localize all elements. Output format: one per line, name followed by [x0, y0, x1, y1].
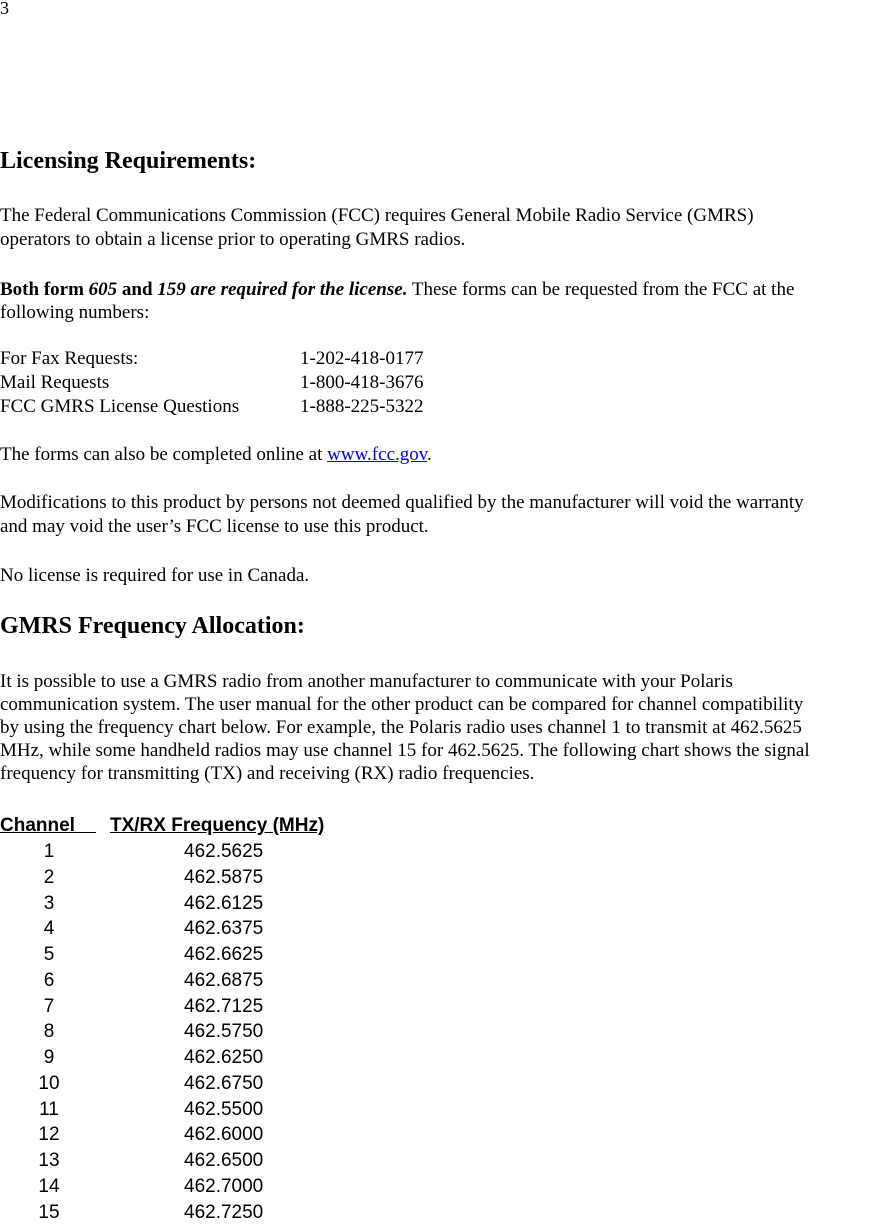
licensing-intro-line2: operators to obtain a license prior to operating GMRS radios. [0, 229, 466, 250]
channel-number: 9 [43, 1047, 55, 1068]
channel-frequency: 462.6250 [184, 1047, 264, 1068]
allocation-heading: GMRS Frequency Allocation: [0, 613, 305, 639]
contact-number: 1-888-225-5322 [300, 396, 424, 417]
forms-paragraph-line1 [0, 278, 794, 302]
channel-number: 2 [43, 866, 55, 888]
table-row [0, 892, 400, 918]
contact-label: For Fax Requests: [0, 348, 139, 369]
modifications-line2: and may void the user’s FCC license to use this product. [0, 516, 429, 537]
licensing-intro-line1: The Federal Communications Commission (FCC) requires General Mobile Radio Service (GMRS) [0, 205, 754, 226]
forms-bold-a: Both form [0, 279, 89, 300]
channel-frequency: 462.7250 [184, 1201, 264, 1223]
channel-frequency: 462.6000 [184, 1124, 264, 1146]
channel-frequency: 462.6875 [184, 969, 264, 991]
allocation-line: frequency for transmitting (TX) and receiving (RX) radio frequencies. [0, 763, 535, 784]
channel-number: 6 [43, 969, 55, 991]
online-paragraph [0, 443, 432, 467]
table-row [0, 1072, 400, 1098]
contact-label: Mail Requests [0, 372, 110, 393]
channel-number: 14 [38, 1175, 60, 1197]
column-header-channel: Channel [0, 815, 75, 836]
channel-frequency: 462.6750 [184, 1072, 264, 1094]
table-row [0, 1098, 400, 1124]
channel-frequency: 462.5875 [184, 866, 264, 888]
canada-note: No license is required for use in Canada. [0, 565, 310, 586]
table-row [0, 1046, 400, 1072]
channel-frequency: 462.6500 [184, 1150, 264, 1171]
channel-frequency: 462.5750 [184, 1021, 264, 1043]
online-suffix: . [427, 444, 432, 465]
contact-label: FCC GMRS License Questions [0, 396, 240, 417]
table-row [0, 1020, 400, 1046]
allocation-line: by using the frequency chart below. For example, the Polaris radio uses channel 1 to transmit at 462.5625 [0, 717, 802, 738]
channel-frequency: 462.7000 [184, 1175, 264, 1197]
table-row [0, 866, 400, 892]
forms-rest: These forms can be requested from the FCC at the [407, 279, 795, 300]
table-row [0, 840, 400, 866]
channel-number: 8 [43, 1021, 55, 1043]
column-header-frequency: TX/RX Frequency (MHz) [110, 815, 325, 836]
channel-number: 13 [38, 1150, 60, 1171]
channel-number: 10 [38, 1072, 60, 1094]
table-row [0, 917, 400, 943]
channel-frequency: 462.5625 [184, 841, 264, 862]
channel-frequency: 462.5500 [184, 1098, 264, 1120]
channel-number: 11 [39, 1098, 59, 1120]
contact-number: 1-202-418-0177 [300, 348, 424, 369]
licensing-heading: Licensing Requirements: [0, 148, 257, 174]
channel-frequency: 462.6125 [184, 892, 264, 914]
channel-number: 3 [43, 892, 55, 914]
online-prefix: The forms can also be completed online at [0, 444, 328, 465]
fcc-website-link[interactable]: www.fcc.gov [327, 444, 428, 465]
page-number: 3 [0, 0, 9, 18]
channel-number: 5 [43, 944, 55, 965]
forms-paragraph-line2: following numbers: [0, 302, 150, 323]
channel-number: 7 [43, 995, 55, 1017]
allocation-line: MHz, while some handheld radios may use channel 15 for 462.5625. The following chart shows the signal [0, 740, 810, 761]
channel-frequency: 462.6625 [184, 944, 264, 965]
table-row [0, 1201, 400, 1227]
table-row [0, 1175, 400, 1201]
channel-number: 15 [38, 1201, 60, 1223]
form-605: 605 [88, 279, 118, 300]
table-row [0, 995, 400, 1021]
contact-number: 1-800-418-3676 [300, 372, 424, 393]
allocation-line: It is possible to use a GMRS radio from another manufacturer to communicate with your Polaris [0, 671, 733, 692]
table-row [0, 943, 400, 969]
table-row [0, 969, 400, 995]
channel-frequency: 462.6375 [184, 918, 264, 940]
table-row [0, 1123, 400, 1149]
forms-bold-b: and [117, 279, 158, 300]
channel-number: 4 [43, 918, 55, 940]
channel-frequency: 462.7125 [184, 995, 264, 1017]
channel-number: 12 [38, 1124, 60, 1146]
allocation-line: communication system. The user manual for the other product can be compared for channel compatibility [0, 694, 804, 715]
channel-number: 1 [43, 841, 55, 862]
modifications-line1: Modifications to this product by persons not deemed qualified by the manufacturer will void the warranty [0, 492, 804, 513]
table-row [0, 1149, 400, 1175]
form-159-required: 159 are required for the license. [157, 279, 408, 300]
